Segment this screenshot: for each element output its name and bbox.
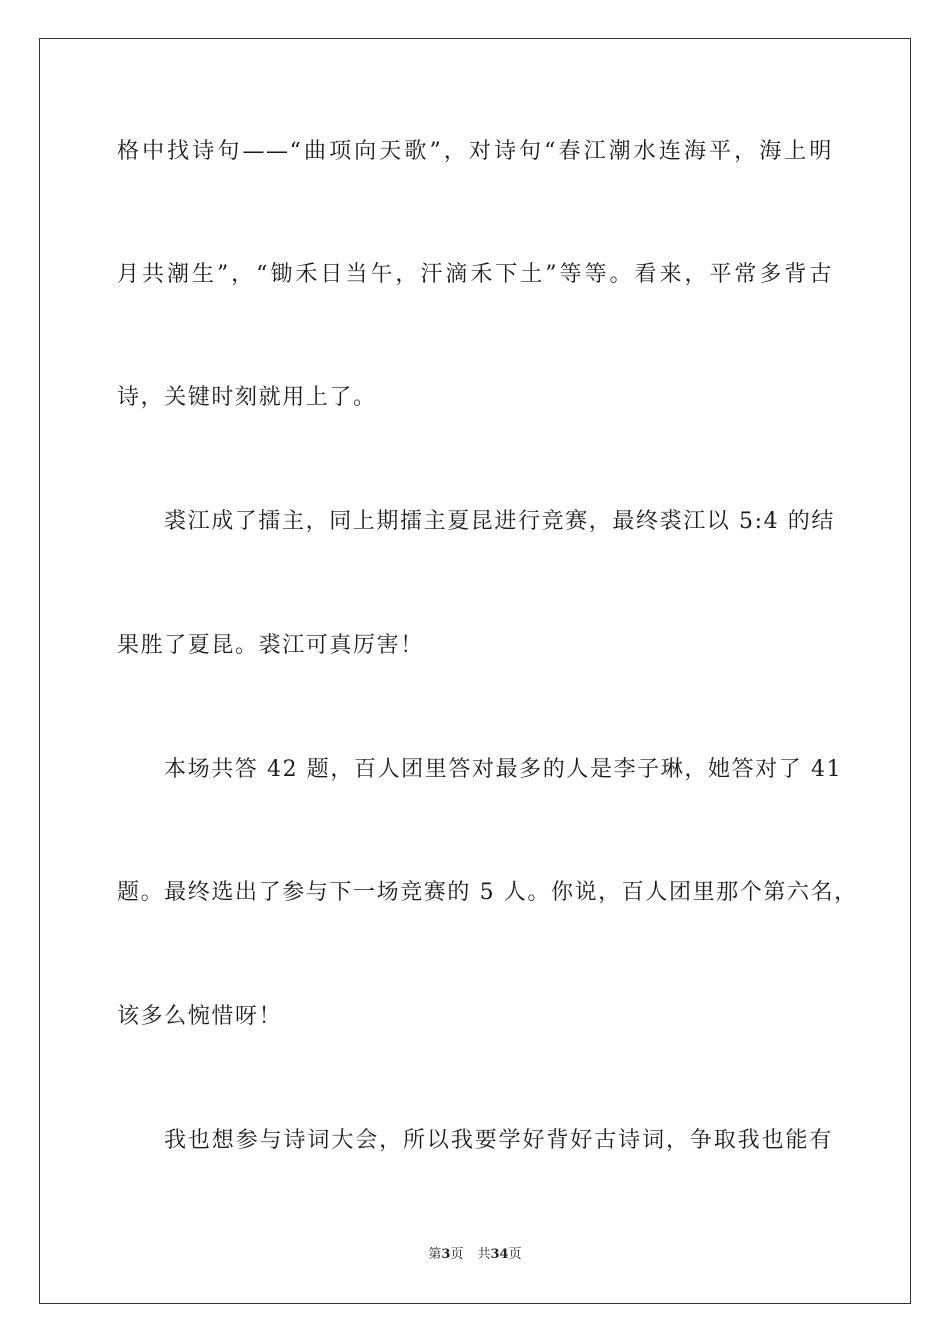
body-text-line-9: 我也想参与诗词大会，所以我要学好背好古诗词，争取我也能有 (164, 1128, 833, 1153)
footer-page-current: 3 (441, 1247, 451, 1262)
body-text-line-3: 诗，关键时刻就用上了。 (117, 385, 377, 410)
page-frame (39, 38, 911, 1304)
body-text-line-6: 本场共答 42 题，百人团里答对最多的人是李子琳，她答对了 41 (164, 757, 843, 782)
body-text-line-4: 裘江成了擂主，同上期擂主夏昆进行竞赛，最终裘江以 5:4 的结 (164, 509, 835, 534)
footer-page-suffix: 页 (450, 1247, 464, 1262)
footer-page-total: 34 (490, 1247, 509, 1262)
page-footer (0, 1246, 950, 1264)
body-text-line-8: 该多么惋惜呀！ (117, 1004, 283, 1029)
body-text-line-2: 月共潮生”，“锄禾日当午，汗滴禾下土”等等。看来，平常多背古 (117, 262, 833, 287)
body-text-line-5: 果胜了夏昆。裘江可真厉害！ (117, 633, 424, 658)
body-text-line-7: 题。最终选出了参与下一场竞赛的 5 人。你说，百人团里那个第六名， (117, 880, 858, 905)
body-text-line-1: 格中找诗句——“曲项向天歌”，对诗句“春江潮水连海平，海上明 (117, 139, 833, 164)
footer-total-prefix: 共 (477, 1247, 491, 1262)
footer-total-suffix: 页 (508, 1247, 522, 1262)
footer-page-prefix: 第 (428, 1247, 442, 1262)
